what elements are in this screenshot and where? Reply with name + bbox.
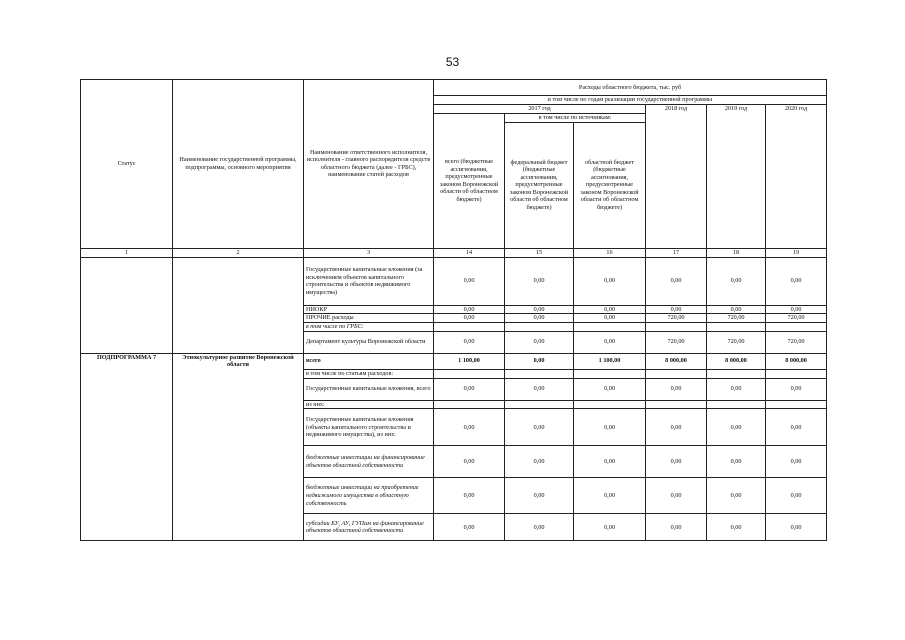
value-cell [505, 400, 574, 409]
row-label: в том числе по ГРБС: [304, 322, 434, 331]
value-cell: 0,00 [707, 409, 766, 446]
value-cell: 720,00 [766, 314, 827, 323]
row-label: из них: [304, 400, 434, 409]
row-label: ПРОЧИЕ расходы [304, 314, 434, 323]
header-federal: федеральный бюджет (бюджетные ассигнования, предусмотренные законом Воронежской области об областном бюджете) [505, 122, 574, 248]
column-number-3: 3 [304, 248, 434, 257]
header-executor: Наименование ответственного исполнителя, исполнителя - главного распорядителя средств областного бюджета (далее - ГРБС), наименование статей расходов [304, 80, 434, 249]
row-label: бюджетные инвестиции на приобретение недвижимого имущества в областную собственность [304, 478, 434, 514]
value-cell [646, 322, 707, 331]
header-year-2019: 2019 год [707, 105, 766, 249]
value-cell: 0,00 [505, 446, 574, 478]
value-cell: 0,00 [646, 446, 707, 478]
value-cell: 0,00 [574, 314, 646, 323]
value-cell: 0,00 [646, 478, 707, 514]
value-cell: 720,00 [646, 331, 707, 353]
column-number-17: 17 [646, 248, 707, 257]
header-status: Статус [81, 80, 173, 249]
value-cell: 8 000,00 [766, 353, 827, 369]
value-cell [766, 369, 827, 378]
value-cell: 0,00 [766, 257, 827, 305]
value-cell [434, 322, 505, 331]
value-cell: 1 100,00 [434, 353, 505, 369]
value-cell [505, 369, 574, 378]
value-cell: 0,00 [766, 378, 827, 400]
value-cell: 0,00 [646, 257, 707, 305]
value-cell: 0,00 [707, 257, 766, 305]
value-cell: 0,00 [574, 378, 646, 400]
header-program-name: Наименование государственной программы, подпрограммы, основного мероприятия [173, 80, 304, 249]
value-cell: 720,00 [766, 331, 827, 353]
row-label: бюджетные инвестиции на финансирование объектов областной собственности [304, 446, 434, 478]
row-label: Департамент культуры Воронежской области [304, 331, 434, 353]
value-cell: 0,00 [574, 409, 646, 446]
value-cell [574, 369, 646, 378]
table-row [81, 353, 827, 369]
value-cell: 0,00 [574, 514, 646, 541]
value-cell [707, 369, 766, 378]
value-cell: 0,00 [434, 331, 505, 353]
value-cell: 0,00 [434, 446, 505, 478]
value-cell: 0,00 [707, 305, 766, 314]
value-cell: 0,00 [434, 314, 505, 323]
value-cell: 0,00 [646, 409, 707, 446]
row-label: Государственные капитальные вложения (объекты капитального строительства и недвижимого имущества), из них: [304, 409, 434, 446]
value-cell: 0,00 [707, 478, 766, 514]
column-number-18: 18 [707, 248, 766, 257]
value-cell: 0,00 [766, 446, 827, 478]
value-cell: 0,00 [646, 378, 707, 400]
header-regional: областной бюджет (бюджетные ассигнования, предусмотренные законом Воронежской области об областном бюджете) [574, 122, 646, 248]
row-label: Государственные капитальные вложения (за исключением объектов капитального строительства и объектов недвижимого имущества) [304, 257, 434, 305]
value-cell: 0,00 [505, 331, 574, 353]
row-label: всего [304, 353, 434, 369]
value-cell [646, 369, 707, 378]
value-cell: 0,00 [574, 478, 646, 514]
value-cell [574, 322, 646, 331]
value-cell: 8 000,00 [646, 353, 707, 369]
value-cell: 0,00 [505, 409, 574, 446]
value-cell: 0,00 [505, 314, 574, 323]
value-cell [707, 322, 766, 331]
column-number-1: 1 [81, 248, 173, 257]
header-year-2020: 2020 год [766, 105, 827, 249]
header-total: всего (бюджетные ассигнования, предусмотренные законом Воронежской области об областном бюджете) [434, 114, 505, 249]
value-cell [766, 400, 827, 409]
value-cell [434, 369, 505, 378]
value-cell: 0,00 [766, 305, 827, 314]
value-cell: 720,00 [707, 314, 766, 323]
value-cell: 0,00 [574, 305, 646, 314]
value-cell: 0,00 [766, 409, 827, 446]
value-cell: 0,00 [707, 446, 766, 478]
value-cell: 0,00 [766, 514, 827, 541]
value-cell: 0,00 [434, 478, 505, 514]
value-cell: 0,00 [505, 478, 574, 514]
budget-table [80, 79, 827, 541]
table-row [81, 257, 827, 305]
value-cell: 0,00 [434, 305, 505, 314]
column-number-16: 16 [574, 248, 646, 257]
header-by-years: в том числе по годам реализации государственной программы [434, 96, 827, 105]
status-cell-empty [81, 257, 173, 353]
row-label: субсидии БУ, АУ, ГУПам на финансирование объектов областной собственности [304, 514, 434, 541]
column-number-2: 2 [173, 248, 304, 257]
column-number-14: 14 [434, 248, 505, 257]
header-by-sources: в том числе по источникам: [505, 114, 646, 123]
value-cell: 0,00 [434, 378, 505, 400]
value-cell: 0,00 [646, 514, 707, 541]
column-number-19: 19 [766, 248, 827, 257]
value-cell: 0,00 [505, 378, 574, 400]
value-cell: 0,00 [574, 331, 646, 353]
value-cell: 0,00 [574, 257, 646, 305]
value-cell: 0,00 [434, 409, 505, 446]
value-cell [434, 400, 505, 409]
value-cell: 0,00 [707, 514, 766, 541]
value-cell: 0,00 [434, 514, 505, 541]
value-cell: 0,00 [574, 446, 646, 478]
value-cell: 0,00 [505, 257, 574, 305]
value-cell: 720,00 [646, 314, 707, 323]
value-cell: 0,00 [505, 305, 574, 314]
value-cell: 0,00 [766, 478, 827, 514]
row-label: Государственные капитальные вложения, всего [304, 378, 434, 400]
program-status: ПОДПРОГРАММА 7 [81, 353, 173, 541]
header-year-2017: 2017 год [434, 105, 646, 114]
header-expenses: Расходы областного бюджета, тыс. руб [434, 80, 827, 96]
program-cell-empty [173, 257, 304, 353]
page-number: 53 [445, 55, 460, 69]
header-year-2018: 2018 год [646, 105, 707, 249]
value-cell: 720,00 [707, 331, 766, 353]
value-cell [766, 322, 827, 331]
row-label: НИОКР [304, 305, 434, 314]
value-cell: 0,00 [707, 378, 766, 400]
value-cell [707, 400, 766, 409]
value-cell [574, 400, 646, 409]
column-number-15: 15 [505, 248, 574, 257]
column-numbers-row [81, 248, 827, 257]
value-cell [646, 400, 707, 409]
value-cell: 0,00 [505, 514, 574, 541]
value-cell: 1 100,00 [574, 353, 646, 369]
value-cell: 0,00 [434, 257, 505, 305]
value-cell [505, 322, 574, 331]
value-cell: 0,00 [505, 353, 574, 369]
program-name: Этнокультурное развитие Воронежской области [173, 353, 304, 541]
value-cell: 8 000,00 [707, 353, 766, 369]
row-label: в том числе по статьям расходов: [304, 369, 434, 378]
value-cell: 0,00 [646, 305, 707, 314]
